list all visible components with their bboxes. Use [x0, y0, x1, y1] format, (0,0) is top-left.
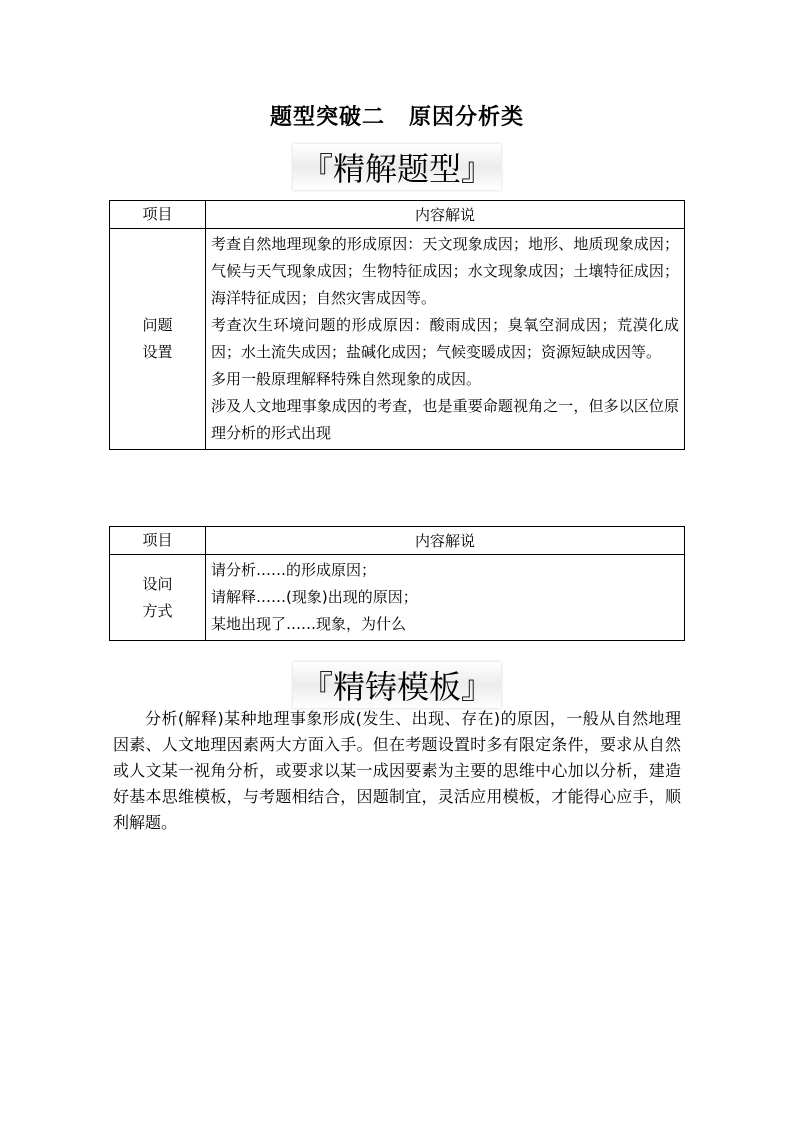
- content-line: 请分析……的形成原因；: [211, 561, 377, 579]
- content-paragraph: 多用一般原理解释特殊自然现象的成因。: [211, 370, 482, 388]
- content-paragraph: 考查自然地理现象的形成原因：天文现象成因；地形、地质现象成因；气候与天气现象成因；生物特征成因；水文现象成因；土壤特征成因；海洋特征成因；自然灾害成因等。: [211, 235, 679, 307]
- content-paragraph: 考查次生环境问题的形成原因：酸雨成因；臭氧空洞成因；荒漠化成因；水土流失成因；盐碱化成因；气候变暖成因；资源短缺成因等。: [211, 316, 679, 361]
- row-label: [110, 555, 206, 641]
- page-title: [0, 100, 794, 131]
- header-content: 内容解说: [206, 201, 685, 229]
- row-content: [206, 555, 685, 641]
- content-paragraph: 涉及人文地理事象成因的考查，也是重要命题视角之一，但多以区位原理分析的形式出现: [211, 397, 679, 442]
- page-title-part2: 原因分析类: [409, 105, 525, 130]
- row-label-line2: 设置: [142, 343, 173, 361]
- row-label-line1: 问题: [142, 316, 173, 334]
- row-label-line1: 设问: [142, 574, 173, 593]
- section-banner-template-text: 『精铸模板』: [293, 662, 501, 708]
- row-label-line2: 方式: [142, 601, 173, 620]
- table-header-row: [110, 201, 685, 229]
- table-row: [110, 229, 685, 450]
- section-banner-template: [0, 662, 794, 708]
- header-item: 项目: [110, 527, 206, 555]
- row-label: [110, 229, 206, 450]
- section-banner-analysis-text: 『精解题型』: [293, 144, 501, 190]
- question-setting-table: [109, 200, 685, 450]
- content-line: 某地出现了……现象，为什么: [211, 615, 407, 633]
- header-item: 项目: [110, 201, 206, 229]
- question-style-table: [109, 526, 685, 641]
- table-row: [110, 555, 685, 641]
- content-line: 请解释……(现象)出现的原因；: [211, 588, 418, 606]
- row-content: [206, 229, 685, 450]
- page-title-part1: 题型突破二: [269, 105, 385, 130]
- section-banner-analysis: [0, 144, 794, 190]
- template-paragraph: 分析(解释)某种地理事象形成(发生、出现、存在)的原因，一般从自然地理因素、人文地理因素两大方面入手。但在考题设置时多有限定条件，要求从自然或人文某一视角分析，或要求以某一成因要素为主要的思维中心加以分析，建造好基本思维模板，与考题相结合，因题制宜，灵活应用模板，才能得心应手，顺利解题。: [113, 709, 681, 832]
- header-content: 内容解说: [206, 527, 685, 555]
- table-header-row: [110, 527, 685, 555]
